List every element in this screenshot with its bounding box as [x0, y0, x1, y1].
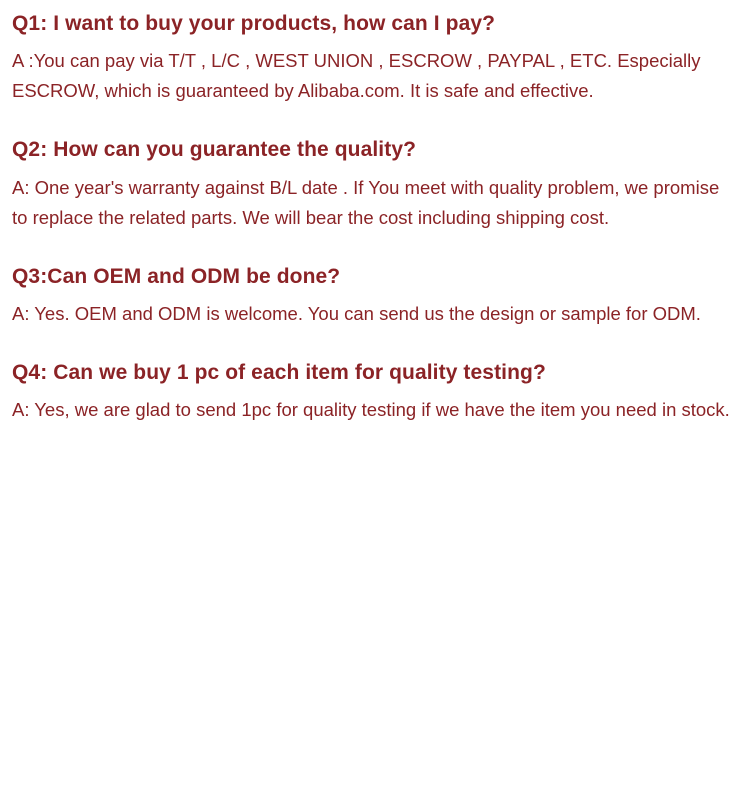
faq-answer: A: Yes, we are glad to send 1pc for quality testing if we have the item you need in stock.	[12, 399, 730, 421]
faq-question: Q1: I want to buy your products, how can I pay?	[12, 12, 496, 35]
faq-item	[12, 10, 738, 106]
faq-answer: A: Yes. OEM and ODM is welcome. You can send us the design or sample for ODM.	[12, 302, 701, 324]
faq-item	[12, 359, 738, 425]
faq-question: Q4: Can we buy 1 pc of each item for quality testing?	[12, 360, 546, 384]
faq-question: Q3:Can OEM and ODM be done?	[12, 264, 341, 288]
faq-question: Q2: How can you guarantee the quality?	[12, 138, 417, 162]
faq-answer: A :You can pay via T/T , L/C , WEST UNION , ESCROW , PAYPAL , ETC. Especially ESCROW, which is guaranteed by Alibaba.com. It is safe and effective.	[12, 50, 701, 102]
faq-item	[12, 136, 738, 232]
faq-answer: A: One year's warranty against B/L date . If You meet with quality problem, we promise to replace the related parts. We will bear the cost including shipping cost.	[12, 176, 720, 228]
faq-item	[12, 263, 738, 329]
